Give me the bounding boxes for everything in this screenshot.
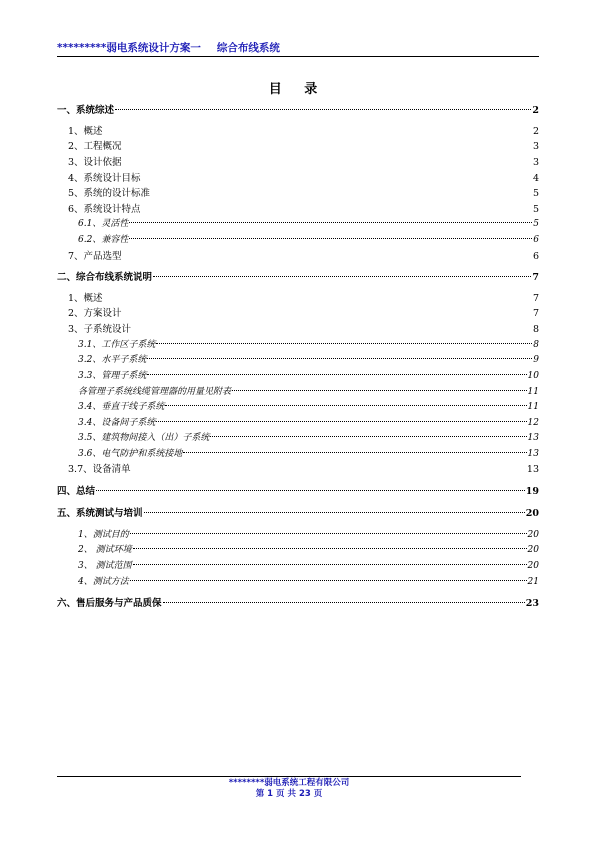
toc-entry[interactable]: [57, 271, 539, 284]
toc-entry-page-number: 10: [527, 371, 539, 381]
toc-leader-dots: [232, 390, 527, 391]
toc-entry-label: 7、产品选型: [68, 251, 122, 262]
toc-entry-page-number: 5: [533, 219, 539, 229]
toc-entry-label: 4、系统设计目标: [68, 173, 141, 184]
toc-entry[interactable]: [68, 187, 539, 200]
toc-entry-label: 1、概述: [68, 126, 103, 137]
toc-leader-dots: [129, 222, 532, 223]
toc-entry[interactable]: [78, 401, 539, 414]
toc-entry[interactable]: [57, 104, 539, 117]
toc-entry-page-number: 7: [532, 272, 539, 283]
toc-entry-label: 3.6、电气防护和系统接地: [78, 449, 183, 459]
toc-entry[interactable]: [68, 140, 539, 153]
toc-entry[interactable]: [78, 234, 539, 247]
toc-entry-page-number: 4: [532, 173, 539, 184]
toc-entry[interactable]: [68, 156, 539, 169]
toc-entry[interactable]: [78, 218, 539, 231]
toc-entry-page-number: 20: [527, 545, 539, 555]
toc-entry-page-number: 2: [532, 105, 539, 116]
toc-entry-page-number: 13: [527, 433, 539, 443]
toc-entry-label: 3、设计依据: [68, 157, 122, 168]
toc-entry-page-number: 20: [527, 530, 539, 540]
toc-entry-page-number: 13: [526, 464, 539, 475]
toc-entry-label: 1、概述: [68, 293, 103, 304]
toc-entry[interactable]: [68, 323, 539, 336]
toc-entry[interactable]: [78, 370, 539, 383]
toc-entry-label: 1、测试目的: [78, 530, 129, 540]
toc-leader-dots: [144, 512, 525, 513]
toc-leader-dots: [130, 533, 527, 534]
toc-entry-page-number: 7: [532, 293, 539, 304]
toc-entry-label: 5、系统的设计标准: [68, 188, 151, 199]
toc-leader-dots: [133, 564, 527, 565]
toc-entry-label: 3.4、设备间子系统: [78, 418, 156, 428]
toc-leader-dots: [156, 421, 526, 422]
toc-entry-page-number: 11: [527, 387, 539, 397]
toc-entry-label: 四、总结: [57, 486, 96, 497]
toc-entry-label: 一、系统综述: [57, 105, 115, 116]
toc-leader-dots: [210, 436, 526, 437]
toc-entry-label: 4、测试方法: [78, 577, 129, 587]
toc-entry-page-number: 7: [532, 308, 539, 319]
toc-entry[interactable]: [68, 172, 539, 185]
toc-entry-label: 3、子系统设计: [68, 324, 132, 335]
toc-entry-label: 六、售后服务与产品质保: [57, 598, 162, 609]
toc-entry[interactable]: [78, 544, 539, 557]
toc-leader-dots: [147, 374, 526, 375]
toc-entry-label: 3.2、水平子系统: [78, 355, 147, 365]
toc-entry-page-number: 20: [525, 508, 539, 519]
toc-leader-dots: [147, 358, 532, 359]
toc-entry-label: 6.2、兼容性: [78, 235, 129, 245]
toc-entry[interactable]: [68, 250, 539, 263]
toc-entry-page-number: 23: [525, 598, 539, 609]
toc-entry[interactable]: [78, 354, 539, 367]
toc-leader-dots: [115, 109, 531, 110]
toc-entry-label: 3.7、设备清单: [68, 464, 131, 475]
toc-entry[interactable]: [68, 203, 539, 216]
toc-entry[interactable]: [78, 417, 539, 430]
toc-entry[interactable]: [57, 507, 539, 520]
toc-entry-label: 五、系统测试与培训: [57, 508, 143, 519]
toc-entry[interactable]: [68, 463, 539, 476]
toc-entry[interactable]: [68, 125, 539, 138]
toc-entry-page-number: 9: [533, 355, 539, 365]
toc-entry-page-number: 20: [527, 561, 539, 571]
toc-entry-label: 3.5、建筑物间接入（出）子系统: [78, 433, 210, 443]
toc-leader-dots: [130, 580, 527, 581]
toc-entry-label: 2、方案设计: [68, 308, 122, 319]
toc-entry[interactable]: [78, 432, 539, 445]
toc-entry-label: 二、综合布线系统说明: [57, 272, 153, 283]
toc-leader-dots: [165, 405, 526, 406]
toc-entry-page-number: 3: [532, 157, 539, 168]
toc-entry-label: 3.4、垂直干线子系统: [78, 402, 165, 412]
toc-entry-label: 6、系统设计特点: [68, 204, 141, 215]
toc-leader-dots: [129, 238, 532, 239]
toc-entry[interactable]: [57, 485, 539, 498]
toc-leader-dots: [163, 602, 525, 603]
page-footer: [57, 776, 521, 800]
toc-entry-page-number: 8: [532, 324, 539, 335]
toc-entry[interactable]: [78, 529, 539, 542]
toc-entry[interactable]: [78, 339, 539, 352]
toc-entry[interactable]: [78, 560, 539, 573]
toc-entry-label: 2、工程概况: [68, 141, 122, 152]
toc-entry-label: 3.3、管理子系统: [78, 371, 147, 381]
toc-entry-page-number: 5: [532, 204, 539, 215]
toc-entry[interactable]: [78, 448, 539, 461]
toc-entry-page-number: 5: [532, 188, 539, 199]
toc-entry[interactable]: [78, 576, 539, 589]
footer-company: ********弱电系统工程有限公司: [228, 778, 350, 788]
toc-entry-page-number: 12: [527, 418, 539, 428]
header-subtitle: 综合布线系统: [216, 42, 280, 54]
toc-entry-label: 各管理子系统线缆管理器的用量见附表: [78, 387, 232, 397]
toc-entry-page-number: 8: [533, 340, 539, 350]
toc-entry-page-number: 11: [527, 402, 539, 412]
toc-entry[interactable]: [57, 597, 539, 610]
toc-entry-page-number: 3: [532, 141, 539, 152]
toc-entry-page-number: 19: [525, 486, 539, 497]
toc-leader-dots: [96, 490, 525, 491]
toc-leader-dots: [133, 548, 527, 549]
footer-page-info: 第 1 页 共 23 页: [255, 789, 323, 799]
toc-entry-page-number: 6: [532, 251, 539, 262]
toc-leader-dots: [156, 343, 532, 344]
toc-leader-dots: [183, 452, 526, 453]
toc-leader-dots: [153, 276, 531, 277]
toc-entry[interactable]: [68, 292, 539, 305]
toc-entry[interactable]: [68, 307, 539, 320]
toc-entry-page-number: 13: [527, 449, 539, 459]
toc-entry-page-number: 21: [527, 577, 539, 587]
toc-entry-page-number: 2: [532, 126, 539, 137]
toc-entry-label: 3.1、工作区子系统: [78, 340, 156, 350]
header-company-line: *********弱电系统设计方案一: [57, 42, 201, 54]
toc-entry-label: 3、 测试范围: [78, 561, 132, 571]
toc-entry[interactable]: [78, 386, 539, 399]
toc-entry-label: 2、 测试环境: [78, 545, 132, 555]
toc-entry-label: 6.1、灵活性: [78, 219, 129, 229]
toc-entry-page-number: 6: [533, 235, 539, 245]
toc-title: 目 录: [268, 82, 327, 97]
